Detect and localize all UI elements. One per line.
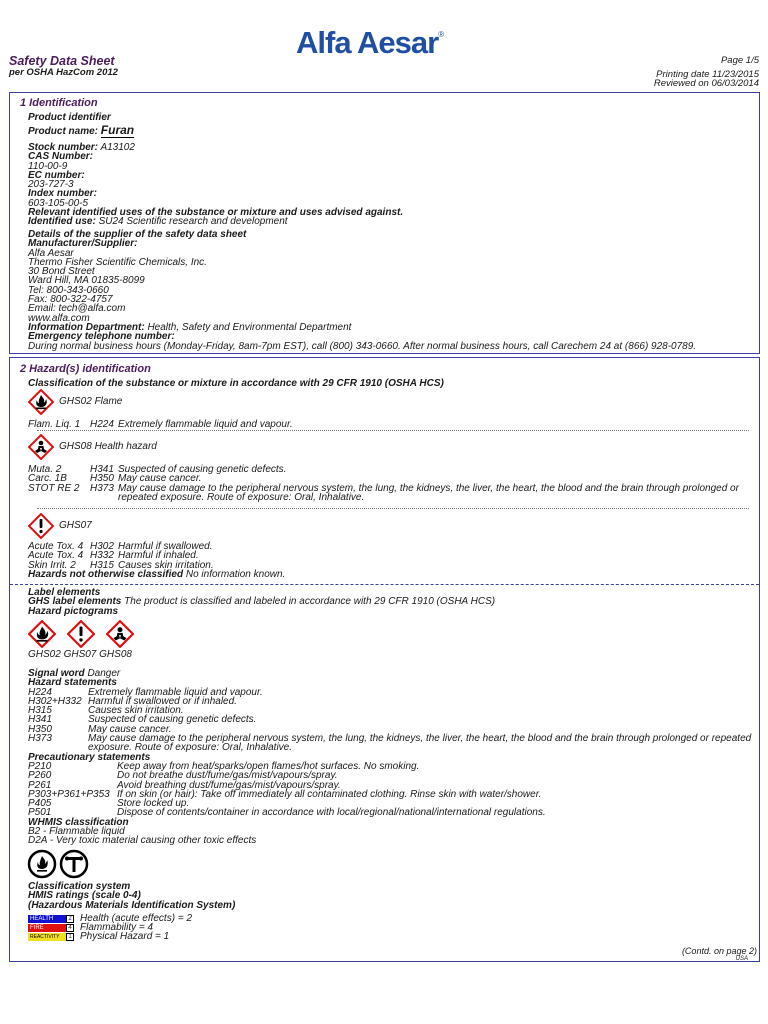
- registered-mark: ®: [438, 30, 444, 39]
- health-hazard-rows: [28, 465, 739, 502]
- hazard-text: Causes skin irritation.: [118, 559, 214, 571]
- statement-text: Avoid breathing dust/fume/gas/mist/vapours/spray.: [117, 779, 341, 791]
- info-dept-value: Health, Safety and Environmental Department: [147, 321, 352, 333]
- hmis-health-tag: HEALTH: [28, 915, 66, 923]
- supplier-line: Thermo Fisher Scientific Chemicals, Inc.: [28, 256, 207, 268]
- hazard-class: STOT RE 2: [28, 482, 80, 494]
- section-identification: [9, 92, 760, 354]
- uses-heading: Relevant identified uses of the substance or mixture and uses advised against.: [28, 207, 404, 219]
- supplier-line: Alfa Aesar: [28, 247, 74, 259]
- statement-code: H224: [28, 686, 52, 698]
- ghs-label-elements-value: The product is classified and labeled in accordance with 29 CFR 1910 (OSHA HCS): [124, 596, 496, 608]
- health-hazard-icon: [28, 434, 54, 460]
- label-elements-heading: Label elements: [28, 587, 101, 598]
- manufacturer-label: Manufacturer/Supplier:: [28, 238, 138, 250]
- stock-label: Stock number:: [28, 142, 99, 153]
- hazard-text: Extremely flammable liquid and vapour.: [118, 419, 293, 430]
- statement-code: H315: [28, 705, 52, 717]
- section-title: 2 Hazard(s) identification: [20, 363, 151, 375]
- hmis-fire-value: 4: [66, 924, 74, 932]
- dotted-divider: [37, 430, 749, 431]
- whmis-line: B2 - Flammable liquid: [28, 826, 125, 838]
- hazard-class: Flam. Liq. 1: [28, 419, 81, 430]
- brand-logo: [296, 25, 443, 61]
- hazard-text-continued: repeated exposure. Route of exposure: Oral, Inhalative.: [118, 491, 365, 503]
- hmis-full-name: (Hazardous Materials Identification System): [28, 899, 236, 911]
- exclamation-mark-icon: [28, 513, 54, 539]
- section-hazard-identification: [9, 357, 760, 962]
- continued-note: (Contd. on page 2): [681, 946, 757, 956]
- signal-word-value: Danger: [87, 668, 121, 679]
- cas-label: CAS Number:: [28, 151, 94, 163]
- hmis-fire-text: Flammability = 4: [80, 921, 154, 933]
- hazard-code: H332: [90, 550, 114, 562]
- pictogram-codes: GHS02 GHS07 GHS08: [28, 649, 132, 660]
- supplier-fax: Fax: 800-322-4757: [28, 294, 113, 306]
- identifiers-block: [28, 143, 403, 227]
- hazard-class: Acute Tox. 4: [28, 550, 84, 562]
- emergency-value: During normal business hours (Monday-Friday, 8am-7pm EST), call (800) 343-0660. After normal business hours, call Carechem 24 at (866) 928-0789.: [28, 340, 697, 352]
- statement-code: P405: [28, 798, 52, 810]
- ghs02-group: [28, 389, 122, 415]
- whmis-flammable-icon: [27, 849, 57, 879]
- hazard-pictograms-heading: Hazard pictograms: [28, 605, 119, 617]
- hazard-class: Carc. 1B: [28, 473, 67, 485]
- statement-code: H302+H332: [28, 695, 82, 707]
- statement-code: P210: [28, 760, 52, 772]
- hazard-code: H224: [90, 419, 114, 430]
- hmis-health-text: Health (acute effects) = 2: [80, 912, 193, 924]
- exclamation-mark-icon: [67, 620, 95, 648]
- hazard-statements-heading: Hazard statements: [28, 677, 117, 689]
- ghs08-group: [28, 434, 157, 460]
- ghs-label-elements-label: GHS label elements: [28, 596, 122, 608]
- ghs07-group: [28, 513, 92, 539]
- statement-text: May cause cancer.: [88, 723, 172, 735]
- info-dept-label: Information Department:: [28, 321, 145, 333]
- supplier-block: [28, 230, 696, 351]
- statement-text: Keep away from heat/sparks/open flames/hot surfaces. No smoking.: [117, 760, 420, 772]
- supplier-heading: Details of the supplier of the safety data sheet: [28, 229, 247, 240]
- document-subtitle: per OSHA HazCom 2012: [9, 67, 118, 78]
- hazard-text: Suspected of causing genetic defects.: [118, 464, 287, 475]
- statement-code: P501: [28, 807, 52, 819]
- statement-code: P261: [28, 779, 52, 791]
- brand-name: Alfa Aesar: [296, 25, 439, 60]
- label-elements-block: [28, 588, 495, 616]
- hmis-fire-tag: FIRE: [28, 924, 66, 932]
- identified-use-value: SU24 Scientific research and development: [98, 216, 288, 228]
- hazard-text: Harmful if inhaled.: [118, 550, 199, 562]
- whmis-heading: WHMIS classification: [28, 816, 129, 828]
- emergency-label: Emergency telephone number:: [28, 331, 175, 343]
- hazard-code: H373: [90, 482, 114, 494]
- reviewed-date: Reviewed on 06/03/2014: [653, 78, 759, 90]
- section-title: 1 Identification: [20, 97, 98, 109]
- statement-code: P303+P361+P353: [28, 788, 110, 800]
- hmis-reactivity-text: Physical Hazard = 1: [80, 930, 170, 942]
- printing-date: Printing date 11/23/2015: [656, 68, 759, 80]
- hmis-health-value: 2: [66, 915, 74, 923]
- flame-icon: [28, 389, 54, 415]
- hazard-class-row: [28, 420, 293, 429]
- ghs08-label: GHS08 Health hazard: [59, 441, 157, 453]
- whmis-toxic-effects-icon: [59, 849, 89, 879]
- hazard-code: H341: [90, 464, 114, 475]
- acute-hazard-rows: [28, 542, 285, 579]
- statement-text-continued: exposure. Route of exposure: Oral, Inhalative.: [88, 742, 293, 754]
- hazard-statements-block: [28, 669, 751, 846]
- statement-code: H350: [28, 723, 52, 735]
- document-title: Safety Data Sheet: [9, 54, 115, 68]
- hmis-ratings-heading: HMIS ratings (scale 0-4): [28, 890, 141, 902]
- not-classified-value: No information known.: [185, 568, 286, 580]
- index-label: Index number:: [28, 188, 97, 200]
- hmis-row-reactivity: [28, 932, 192, 941]
- whmis-symbols: [27, 849, 89, 879]
- ghs07-label: GHS07: [59, 520, 92, 532]
- product-name-label: Product name:: [28, 126, 99, 137]
- whmis-line: D2A - Very toxic material causing other toxic effects: [28, 835, 257, 847]
- statement-text: Store locked up.: [117, 798, 190, 810]
- classification-heading: Classification of the substance or mixture in accordance with 29 CFR 1910 (OSHA HCS): [28, 378, 444, 389]
- dotted-divider: [37, 508, 749, 509]
- supplier-line: Ward Hill, MA 01835-8099: [28, 275, 145, 287]
- flame-icon: [28, 620, 56, 648]
- document-header-left: [9, 55, 118, 78]
- index-value: 603-105-00-5: [28, 197, 89, 209]
- hazard-class: Muta. 2: [28, 464, 62, 475]
- stock-value: A13102: [100, 142, 135, 153]
- hmis-reactivity-tag: REACTIVITY: [28, 933, 66, 941]
- hmis-reactivity-value: 1: [66, 933, 74, 941]
- hazard-code: H315: [90, 559, 114, 571]
- statement-text: Causes skin irritation.: [88, 705, 184, 717]
- ec-label: EC number:: [28, 169, 85, 181]
- hazard-code: H350: [90, 473, 114, 485]
- hazard-text: May cause cancer.: [118, 473, 202, 485]
- product-name-value: Furan: [100, 123, 135, 137]
- statement-text: Extremely flammable liquid and vapour.: [88, 686, 263, 698]
- ec-value: 203-727-3: [28, 179, 74, 191]
- not-classified-label: Hazards not otherwise classified: [28, 568, 184, 580]
- ghs02-label: GHS02 Flame: [59, 396, 123, 408]
- statement-text: May cause damage to the peripheral nervous system, the lung, the kidneys, the liver, the heart, the blood and the brain through prolonged or repeated: [88, 733, 752, 745]
- hazard-code: H302: [90, 541, 114, 552]
- hazard-class: Acute Tox. 4: [28, 541, 84, 552]
- statement-text: Dispose of contents/container in accordance with local/regional/national/international regulations.: [117, 807, 546, 819]
- supplier-email: Email: tech@alfa.com: [28, 303, 126, 315]
- region-tag: USA: [735, 956, 748, 962]
- precautionary-heading: Precautionary statements: [28, 751, 151, 763]
- hazard-text: May cause damage to the peripheral nervous system, the lung, the kidneys, the liver, the heart, the blood and the brain through prolonged or: [118, 482, 739, 494]
- identified-use-label: Identified use:: [28, 216, 96, 228]
- classification-system-heading: Classification system: [28, 881, 131, 892]
- cas-value: 110-00-9: [28, 160, 68, 172]
- product-identifier-heading: Product identifier: [28, 112, 111, 123]
- statement-text: Suspected of causing genetic defects.: [88, 714, 257, 726]
- supplier-phone: Tel: 800-343-0660: [28, 284, 109, 296]
- pictogram-row: [28, 620, 134, 648]
- hmis-label: [28, 914, 192, 941]
- statement-code: H341: [28, 714, 52, 726]
- supplier-line: 30 Bond Street: [28, 266, 95, 278]
- statement-text: If on skin (or hair): Take off immediately all contaminated clothing. Rinse skin with water/shower.: [117, 788, 542, 800]
- statement-code: P260: [28, 770, 52, 782]
- document-header-right: [654, 56, 759, 89]
- hazard-class: Skin Irrit. 2: [28, 559, 76, 571]
- health-hazard-icon: [106, 620, 134, 648]
- product-name-row: [28, 123, 135, 137]
- dashed-divider: [10, 584, 759, 585]
- hazard-text: Harmful if swallowed.: [118, 541, 213, 552]
- supplier-website: www.alfa.com: [28, 312, 90, 324]
- classification-system-block: [28, 882, 235, 910]
- statement-code: H373: [28, 733, 52, 745]
- statement-text: Harmful if swallowed or if inhaled.: [88, 695, 237, 707]
- statement-text: Do not breathe dust/fume/gas/mist/vapours/spray.: [117, 770, 338, 782]
- signal-word-label: Signal word: [28, 668, 85, 679]
- page-number: Page 1/5: [720, 55, 759, 66]
